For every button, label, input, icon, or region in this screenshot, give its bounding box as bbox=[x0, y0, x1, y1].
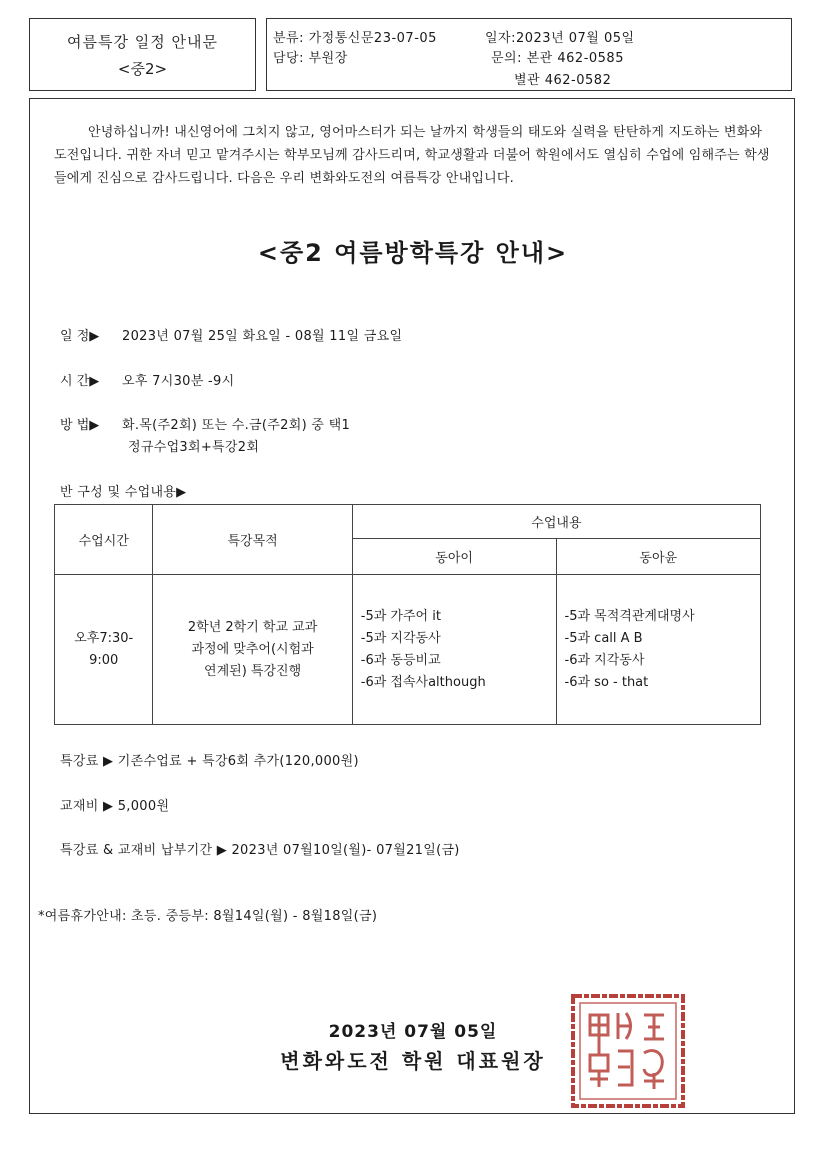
content-b-item: -6과 지각동사 bbox=[564, 652, 645, 668]
content-a-item: -5과 지각동사 bbox=[360, 630, 441, 646]
classification: 분류: 가정통신문23-07-05 bbox=[273, 31, 437, 46]
footer-date: 2023년 07월 05일 bbox=[328, 1022, 498, 1042]
class-heading: 반 구성 및 수업내용▶ bbox=[60, 485, 187, 500]
content-a-item: -6과 동등비교 bbox=[360, 652, 441, 668]
col-time-header: 수업시간 bbox=[55, 505, 153, 575]
col-b-header: 동아윤 bbox=[556, 539, 760, 575]
intro-paragraph: 안녕하십니까! 내신영어에 그치지 않고, 영어마스터가 되는 날까지 학생들의 태도와 실력을 탄탄하게 지도하는 변화와 도전입니다. 귀한 자녀 믿고 맡겨주시는 학부모님께 감사드리며, 학교생활과 더불어 학원에서도 열심히 수업에 임해주는 학생들에게 진심으로 감사드립니다. 다음은 우리 변화와도전의 여름특강 안내입니다. bbox=[54, 125, 770, 186]
payment-row: 특강료 & 교재비 납부기간 ▶ 2023년 07월10일(월)- 07월21일(금) bbox=[60, 843, 460, 858]
method-label: 방 법▶ bbox=[60, 418, 100, 433]
page-title: <중2 여름방학특강 안내> bbox=[257, 239, 569, 267]
content-a-item: -5과 가주어 it bbox=[360, 608, 441, 624]
col-a-header: 동아이 bbox=[352, 539, 556, 575]
time-cell-line2: 9:00 bbox=[89, 652, 119, 668]
time-cell bbox=[55, 575, 153, 725]
notice-body bbox=[29, 98, 795, 1114]
content-b-item: -6과 so - that bbox=[564, 674, 649, 690]
contact-annex: 별관 462-0582 bbox=[514, 73, 612, 88]
content-b-item: -5과 call A B bbox=[564, 630, 643, 646]
content-b-cell bbox=[556, 575, 760, 725]
method-value: 화.목(주2회) 또는 수.금(주2회) 중 택1 bbox=[122, 418, 351, 433]
content-a-cell bbox=[352, 575, 556, 725]
schedule-value: 2023년 07월 25일 화요일 - 08월 11일 금요일 bbox=[122, 329, 403, 344]
official-seal-icon bbox=[570, 993, 686, 1109]
class-table bbox=[54, 504, 761, 725]
footer-signature: 변화와도전 학원 대표원장 bbox=[280, 1049, 546, 1073]
book-row: 교재비 ▶ 5,000원 bbox=[60, 799, 170, 814]
col-content-header: 수업내용 bbox=[352, 505, 760, 539]
time-row bbox=[60, 370, 234, 389]
schedule-row bbox=[60, 325, 402, 344]
time-label: 시 간▶ bbox=[60, 374, 100, 389]
purpose-cell bbox=[153, 575, 352, 725]
content-a-item: -6과 접속사although bbox=[360, 674, 486, 690]
schedule-label: 일 정▶ bbox=[60, 329, 100, 344]
notice-title: 여름특강 일정 안내문 bbox=[67, 33, 218, 51]
notice-grade: <중2> bbox=[117, 60, 168, 78]
time-value: 오후 7시30분 -9시 bbox=[122, 374, 235, 389]
contact-main: 문의: 본관 462-0585 bbox=[491, 51, 624, 66]
manager: 담당: 부원장 bbox=[273, 51, 348, 66]
fee-row: 특강료 ▶ 기존수업료 + 특강6회 추가(120,000원) bbox=[60, 754, 359, 769]
purpose-line3: 연계된) 특강진행 bbox=[204, 663, 302, 679]
purpose-line1: 2학년 2학기 학교 교과 bbox=[187, 619, 318, 635]
notice-meta-box bbox=[266, 18, 792, 91]
purpose-line2: 과정에 맞추어(시험과 bbox=[191, 641, 314, 657]
method-detail: 정규수업3회+특강2회 bbox=[128, 440, 260, 455]
col-purpose-header: 특강목적 bbox=[153, 505, 352, 575]
issue-date: 일자:2023년 07월 05일 bbox=[485, 31, 635, 46]
content-b-item: -5과 목적격관계대명사 bbox=[564, 608, 695, 624]
time-cell-line1: 오후7:30- bbox=[74, 630, 134, 646]
notice-title-box bbox=[29, 18, 256, 91]
method-row bbox=[60, 414, 350, 433]
vacation-note: *여름휴가안내: 초등. 중등부: 8월14일(월) - 8월18일(금) bbox=[38, 909, 378, 924]
